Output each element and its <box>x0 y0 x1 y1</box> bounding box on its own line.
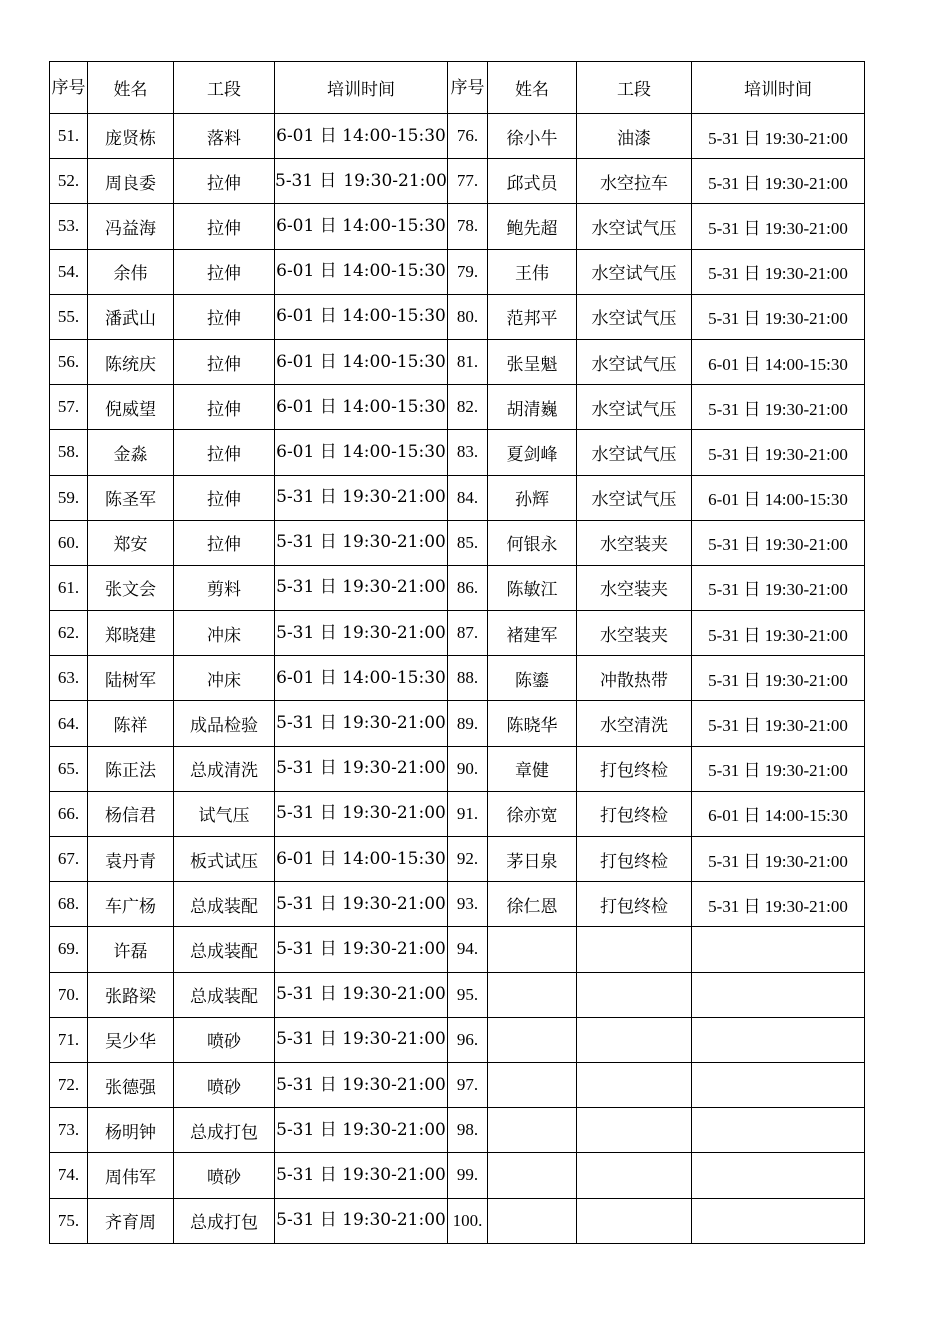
cell-seq-right: 96. <box>448 1017 488 1062</box>
header-section-right: 工段 <box>577 62 692 114</box>
cell-name-right: 褚建军 <box>488 611 577 656</box>
cell-section-right: 打包终检 <box>577 882 692 927</box>
cell-seq-left: 74. <box>50 1153 88 1198</box>
table-row <box>50 475 865 520</box>
cell-time-right: 5-31 日 19:30-21:00 <box>692 204 865 249</box>
cell-time-left: 6-01 日 14:00-15:30 <box>275 656 448 701</box>
cell-seq-right: 97. <box>448 1062 488 1107</box>
cell-seq-right: 93. <box>448 882 488 927</box>
cell-name-left: 余伟 <box>88 249 174 294</box>
cell-time-left: 5-31 日 19:30-21:00 <box>275 1108 448 1153</box>
cell-name-right: 邱式员 <box>488 159 577 204</box>
cell-section-right <box>577 927 692 972</box>
cell-time-right: 5-31 日 19:30-21:00 <box>692 837 865 882</box>
cell-time-right <box>692 1198 865 1243</box>
cell-time-left: 6-01 日 14:00-15:30 <box>275 204 448 249</box>
cell-time-left: 5-31 日 19:30-21:00 <box>275 791 448 836</box>
cell-seq-left: 69. <box>50 927 88 972</box>
cell-time-left: 5-31 日 19:30-21:00 <box>275 746 448 791</box>
cell-name-right: 何银永 <box>488 520 577 565</box>
cell-seq-left: 75. <box>50 1198 88 1243</box>
cell-name-right: 孙辉 <box>488 475 577 520</box>
cell-time-right: 6-01 日 14:00-15:30 <box>692 791 865 836</box>
cell-time-left: 5-31 日 19:30-21:00 <box>275 701 448 746</box>
cell-section-right: 冲散热带 <box>577 656 692 701</box>
cell-time-left: 5-31 日 19:30-21:00 <box>275 882 448 927</box>
training-roster-table <box>49 61 865 1244</box>
cell-name-right: 陈敏江 <box>488 565 577 610</box>
cell-name-left: 庞贤栋 <box>88 114 174 159</box>
cell-time-left: 5-31 日 19:30-21:00 <box>275 1062 448 1107</box>
cell-name-left: 陈正法 <box>88 746 174 791</box>
cell-name-right: 鲍先超 <box>488 204 577 249</box>
table-row <box>50 159 865 204</box>
cell-time-right <box>692 927 865 972</box>
cell-seq-left: 71. <box>50 1017 88 1062</box>
cell-name-left: 冯益海 <box>88 204 174 249</box>
cell-time-left: 5-31 日 19:30-21:00 <box>275 972 448 1017</box>
cell-time-right: 5-31 日 19:30-21:00 <box>692 249 865 294</box>
cell-time-left: 6-01 日 14:00-15:30 <box>275 837 448 882</box>
cell-section-right: 打包终检 <box>577 746 692 791</box>
cell-name-right <box>488 972 577 1017</box>
cell-time-left: 6-01 日 14:00-15:30 <box>275 114 448 159</box>
cell-section-right: 水空清洗 <box>577 701 692 746</box>
cell-seq-right: 99. <box>448 1153 488 1198</box>
table-row <box>50 249 865 294</box>
cell-section-right: 水空试气压 <box>577 475 692 520</box>
cell-time-right: 5-31 日 19:30-21:00 <box>692 294 865 339</box>
cell-name-right: 茅日泉 <box>488 837 577 882</box>
cell-name-right: 徐亦宽 <box>488 791 577 836</box>
header-name-left: 姓名 <box>88 62 174 114</box>
cell-section-left: 总成装配 <box>174 972 275 1017</box>
cell-section-right: 水空试气压 <box>577 430 692 475</box>
cell-name-left: 张文会 <box>88 565 174 610</box>
table-row <box>50 837 865 882</box>
cell-name-left: 杨信君 <box>88 791 174 836</box>
cell-seq-right: 89. <box>448 701 488 746</box>
cell-seq-right: 82. <box>448 385 488 430</box>
cell-seq-left: 64. <box>50 701 88 746</box>
cell-seq-left: 65. <box>50 746 88 791</box>
cell-time-right: 5-31 日 19:30-21:00 <box>692 746 865 791</box>
cell-seq-right: 98. <box>448 1108 488 1153</box>
cell-seq-right: 80. <box>448 294 488 339</box>
cell-time-right: 5-31 日 19:30-21:00 <box>692 656 865 701</box>
cell-name-left: 潘武山 <box>88 294 174 339</box>
cell-seq-left: 72. <box>50 1062 88 1107</box>
cell-section-left: 拉伸 <box>174 475 275 520</box>
cell-section-left: 剪料 <box>174 565 275 610</box>
cell-name-left: 陈祥 <box>88 701 174 746</box>
cell-section-left: 拉伸 <box>174 249 275 294</box>
table-row <box>50 204 865 249</box>
cell-seq-left: 73. <box>50 1108 88 1153</box>
cell-section-right <box>577 1062 692 1107</box>
cell-seq-right: 83. <box>448 430 488 475</box>
cell-seq-right: 92. <box>448 837 488 882</box>
cell-time-left: 5-31 日 19:30-21:00 <box>275 565 448 610</box>
cell-time-left: 5-31 日 19:30-21:00 <box>275 520 448 565</box>
cell-section-left: 总成打包 <box>174 1108 275 1153</box>
cell-name-left: 陈圣军 <box>88 475 174 520</box>
cell-time-right <box>692 1108 865 1153</box>
cell-name-left: 张德强 <box>88 1062 174 1107</box>
cell-time-right: 6-01 日 14:00-15:30 <box>692 475 865 520</box>
table-row <box>50 565 865 610</box>
cell-section-left: 板式试压 <box>174 837 275 882</box>
cell-name-left: 袁丹青 <box>88 837 174 882</box>
cell-section-right: 打包终检 <box>577 837 692 882</box>
cell-seq-left: 53. <box>50 204 88 249</box>
cell-name-left: 齐育周 <box>88 1198 174 1243</box>
cell-time-left: 5-31 日 19:30-21:00 <box>275 1153 448 1198</box>
table-row <box>50 882 865 927</box>
cell-name-right <box>488 1108 577 1153</box>
cell-name-right <box>488 927 577 972</box>
cell-seq-right: 100. <box>448 1198 488 1243</box>
cell-section-left: 总成装配 <box>174 882 275 927</box>
cell-seq-left: 58. <box>50 430 88 475</box>
cell-section-right <box>577 1198 692 1243</box>
cell-section-left: 总成打包 <box>174 1198 275 1243</box>
table-row <box>50 1017 865 1062</box>
cell-time-left: 5-31 日 19:30-21:00 <box>275 1017 448 1062</box>
cell-name-left: 郑安 <box>88 520 174 565</box>
table-row <box>50 791 865 836</box>
cell-name-right: 张呈魁 <box>488 339 577 384</box>
cell-time-right: 5-31 日 19:30-21:00 <box>692 430 865 475</box>
cell-time-right: 5-31 日 19:30-21:00 <box>692 565 865 610</box>
cell-section-left: 拉伸 <box>174 430 275 475</box>
cell-name-left: 郑晓建 <box>88 611 174 656</box>
table-row <box>50 701 865 746</box>
cell-name-right: 范邦平 <box>488 294 577 339</box>
cell-section-left: 总成装配 <box>174 927 275 972</box>
cell-name-right <box>488 1198 577 1243</box>
cell-seq-right: 87. <box>448 611 488 656</box>
cell-seq-right: 91. <box>448 791 488 836</box>
cell-seq-right: 77. <box>448 159 488 204</box>
cell-time-right: 5-31 日 19:30-21:00 <box>692 611 865 656</box>
cell-section-right: 水空试气压 <box>577 339 692 384</box>
cell-seq-right: 95. <box>448 972 488 1017</box>
cell-name-left: 周伟军 <box>88 1153 174 1198</box>
cell-seq-right: 81. <box>448 339 488 384</box>
cell-seq-right: 84. <box>448 475 488 520</box>
cell-name-right: 徐仁恩 <box>488 882 577 927</box>
cell-seq-left: 66. <box>50 791 88 836</box>
cell-section-right: 水空装夹 <box>577 520 692 565</box>
header-row <box>50 62 865 114</box>
cell-time-right: 5-31 日 19:30-21:00 <box>692 882 865 927</box>
cell-seq-left: 68. <box>50 882 88 927</box>
cell-section-left: 落料 <box>174 114 275 159</box>
cell-time-right <box>692 1017 865 1062</box>
cell-time-right: 5-31 日 19:30-21:00 <box>692 385 865 430</box>
cell-section-left: 试气压 <box>174 791 275 836</box>
table-row <box>50 114 865 159</box>
cell-seq-right: 76. <box>448 114 488 159</box>
cell-name-left: 金淼 <box>88 430 174 475</box>
cell-section-left: 喷砂 <box>174 1153 275 1198</box>
cell-name-left: 张路梁 <box>88 972 174 1017</box>
cell-section-left: 冲床 <box>174 656 275 701</box>
cell-seq-left: 60. <box>50 520 88 565</box>
cell-section-right: 水空试气压 <box>577 294 692 339</box>
cell-name-left: 陆树军 <box>88 656 174 701</box>
cell-section-right: 水空拉车 <box>577 159 692 204</box>
cell-seq-left: 57. <box>50 385 88 430</box>
cell-section-right: 水空装夹 <box>577 611 692 656</box>
cell-name-left: 许磊 <box>88 927 174 972</box>
table-row <box>50 656 865 701</box>
cell-time-left: 6-01 日 14:00-15:30 <box>275 339 448 384</box>
cell-seq-left: 62. <box>50 611 88 656</box>
table-row <box>50 294 865 339</box>
cell-name-right: 徐小牛 <box>488 114 577 159</box>
cell-seq-right: 79. <box>448 249 488 294</box>
cell-section-right <box>577 1017 692 1062</box>
cell-time-right: 5-31 日 19:30-21:00 <box>692 114 865 159</box>
header-name-right: 姓名 <box>488 62 577 114</box>
cell-name-left: 吴少华 <box>88 1017 174 1062</box>
cell-name-right: 夏剑峰 <box>488 430 577 475</box>
table-row <box>50 611 865 656</box>
cell-seq-left: 54. <box>50 249 88 294</box>
cell-seq-left: 61. <box>50 565 88 610</box>
cell-seq-left: 59. <box>50 475 88 520</box>
cell-section-right: 水空装夹 <box>577 565 692 610</box>
cell-name-left: 倪威望 <box>88 385 174 430</box>
header-seq-left: 序号 <box>50 62 88 114</box>
cell-time-left: 6-01 日 14:00-15:30 <box>275 430 448 475</box>
table-row <box>50 927 865 972</box>
cell-seq-right: 86. <box>448 565 488 610</box>
table-row <box>50 1198 865 1243</box>
cell-name-right: 陈晓华 <box>488 701 577 746</box>
cell-name-right: 王伟 <box>488 249 577 294</box>
cell-time-left: 5-31 日 19:30-21:00 <box>275 159 448 204</box>
cell-section-left: 喷砂 <box>174 1017 275 1062</box>
cell-section-right: 油漆 <box>577 114 692 159</box>
cell-time-left: 6-01 日 14:00-15:30 <box>275 385 448 430</box>
cell-section-left: 喷砂 <box>174 1062 275 1107</box>
table-row <box>50 520 865 565</box>
cell-name-right: 胡清巍 <box>488 385 577 430</box>
cell-section-right: 水空试气压 <box>577 249 692 294</box>
cell-seq-right: 78. <box>448 204 488 249</box>
table-row <box>50 339 865 384</box>
table-row <box>50 972 865 1017</box>
cell-seq-left: 56. <box>50 339 88 384</box>
table-row <box>50 385 865 430</box>
table-row <box>50 1108 865 1153</box>
cell-section-left: 拉伸 <box>174 339 275 384</box>
cell-seq-left: 70. <box>50 972 88 1017</box>
cell-section-left: 拉伸 <box>174 204 275 249</box>
cell-seq-left: 52. <box>50 159 88 204</box>
cell-time-left: 5-31 日 19:30-21:00 <box>275 475 448 520</box>
cell-section-left: 拉伸 <box>174 294 275 339</box>
cell-name-left: 陈统庆 <box>88 339 174 384</box>
cell-name-right <box>488 1153 577 1198</box>
table-row <box>50 746 865 791</box>
cell-section-left: 拉伸 <box>174 159 275 204</box>
cell-seq-right: 88. <box>448 656 488 701</box>
cell-seq-right: 94. <box>448 927 488 972</box>
cell-section-right: 水空试气压 <box>577 204 692 249</box>
cell-section-left: 成品检验 <box>174 701 275 746</box>
cell-section-left: 冲床 <box>174 611 275 656</box>
header-time-left: 培训时间 <box>275 62 448 114</box>
cell-time-right: 5-31 日 19:30-21:00 <box>692 520 865 565</box>
cell-time-left: 6-01 日 14:00-15:30 <box>275 294 448 339</box>
table-row <box>50 430 865 475</box>
cell-section-right: 水空试气压 <box>577 385 692 430</box>
cell-time-right: 5-31 日 19:30-21:00 <box>692 701 865 746</box>
cell-name-right <box>488 1017 577 1062</box>
cell-name-right: 章健 <box>488 746 577 791</box>
cell-time-right <box>692 1153 865 1198</box>
cell-seq-left: 55. <box>50 294 88 339</box>
cell-section-left: 拉伸 <box>174 520 275 565</box>
cell-time-right <box>692 972 865 1017</box>
cell-seq-left: 67. <box>50 837 88 882</box>
cell-section-right <box>577 972 692 1017</box>
cell-name-right: 陈鎏 <box>488 656 577 701</box>
cell-section-left: 总成清洗 <box>174 746 275 791</box>
cell-time-right <box>692 1062 865 1107</box>
cell-name-left: 杨明钟 <box>88 1108 174 1153</box>
cell-time-left: 5-31 日 19:30-21:00 <box>275 927 448 972</box>
cell-section-right <box>577 1153 692 1198</box>
cell-seq-right: 90. <box>448 746 488 791</box>
cell-seq-left: 51. <box>50 114 88 159</box>
cell-time-left: 5-31 日 19:30-21:00 <box>275 611 448 656</box>
header-section-left: 工段 <box>174 62 275 114</box>
cell-section-right <box>577 1108 692 1153</box>
cell-time-right: 5-31 日 19:30-21:00 <box>692 159 865 204</box>
cell-time-left: 6-01 日 14:00-15:30 <box>275 249 448 294</box>
table-row <box>50 1062 865 1107</box>
cell-time-left: 5-31 日 19:30-21:00 <box>275 1198 448 1243</box>
cell-seq-left: 63. <box>50 656 88 701</box>
table-row <box>50 1153 865 1198</box>
cell-section-right: 打包终检 <box>577 791 692 836</box>
cell-seq-right: 85. <box>448 520 488 565</box>
cell-section-left: 拉伸 <box>174 385 275 430</box>
roster-body <box>50 114 865 1244</box>
header-time-right: 培训时间 <box>692 62 865 114</box>
cell-name-right <box>488 1062 577 1107</box>
cell-time-right: 6-01 日 14:00-15:30 <box>692 339 865 384</box>
cell-name-left: 周良委 <box>88 159 174 204</box>
header-seq-right: 序号 <box>448 62 488 114</box>
cell-name-left: 车广杨 <box>88 882 174 927</box>
